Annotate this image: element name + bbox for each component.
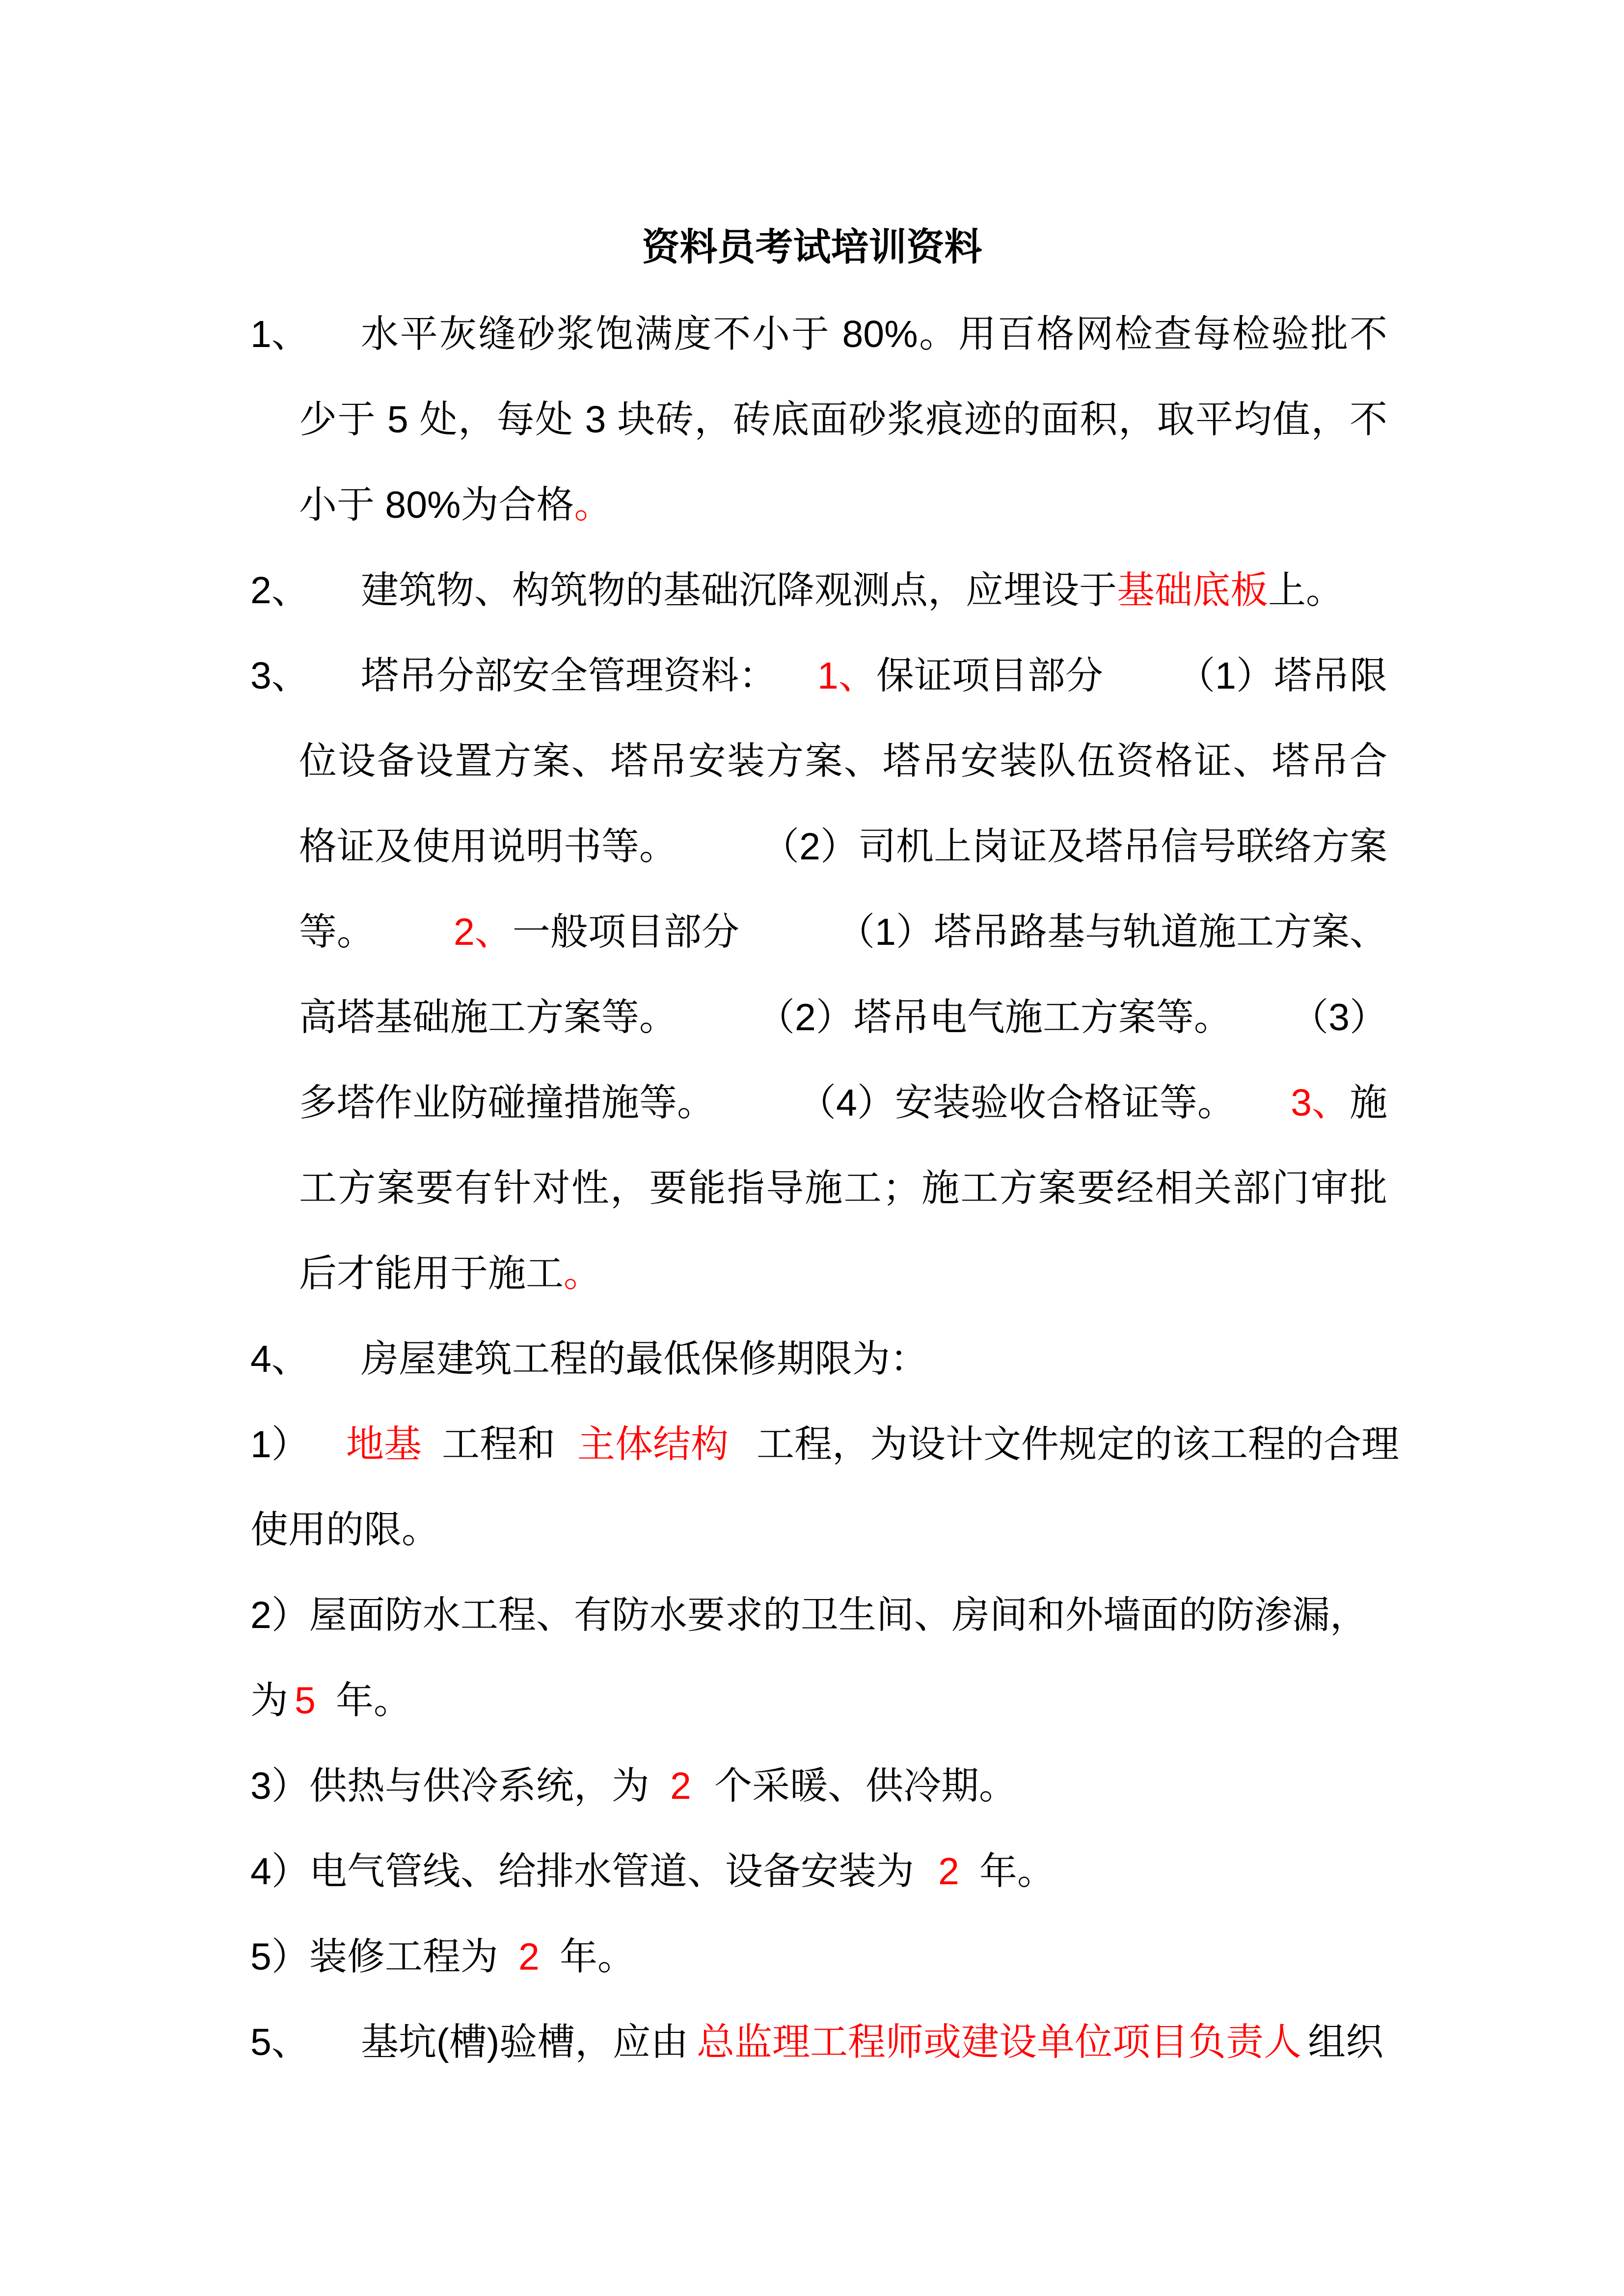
sub-item-marker: 2） (250, 1594, 309, 1636)
line-segments (361, 566, 1344, 615)
emphasis-text: 5 (295, 1680, 316, 1722)
emphasis-text: 2 (670, 1765, 691, 1807)
item-text: 塔吊分部安全管理资料： (361, 655, 777, 697)
item-text: 水平灰缝砂浆饱满度不小于 80%。用百格网检查每检验批不 (361, 313, 1387, 355)
line-segments (454, 908, 739, 957)
emphasis-text: 3、 (1291, 1082, 1350, 1124)
item-text: （1）塔吊限 (1177, 655, 1387, 697)
item-text: 一般项目部分 (512, 911, 739, 953)
sub-item-marker: 3） (250, 1765, 309, 1807)
sub-item-1-line-2 (0, 1505, 1414, 1554)
item-3-line-4 (0, 908, 1414, 957)
line-segments (299, 481, 612, 530)
item-number: 5、 (250, 2021, 309, 2063)
item-3-line-6 (0, 1078, 1414, 1127)
emphasis-text: 2 (518, 1936, 540, 1978)
emphasis-text: 。 (564, 1253, 601, 1295)
emphasis-text: 主体结构 (577, 1423, 729, 1466)
item-text: 等。 (299, 911, 375, 953)
emphasis-text: 1、 (817, 655, 876, 697)
document-title: 资料员考试培训资料 (642, 226, 982, 268)
sub-item-marker: 4） (250, 1850, 309, 1893)
item-text: 格证及使用说明书等。 (299, 826, 677, 868)
line-segments (250, 1591, 1368, 1640)
sub-item-marker: 1） (250, 1423, 309, 1466)
item-number: 3、 (250, 655, 309, 697)
item-text: 组织 (1308, 2021, 1383, 2063)
item-text: 工程，为设计文件规定的该工程的合理 (757, 1423, 1399, 1466)
sub-item-marker: 5） (250, 1936, 309, 1978)
emphasis-text: 。 (574, 484, 612, 526)
item-1-line-1 (0, 310, 1414, 359)
item-text: 后才能用于施工 (299, 1253, 564, 1295)
item-text: 工程和 (442, 1423, 555, 1466)
item-text: 年。 (560, 1936, 635, 1978)
line-segments (250, 1847, 914, 1896)
item-number: 4、 (250, 1338, 309, 1380)
item-text: （2）司机上岗证及塔吊信号联络方案 (761, 826, 1387, 868)
item-text: （4）安装验收合格证等。 (798, 1082, 1235, 1124)
emphasis-text: 2 (938, 1850, 959, 1893)
item-text: 为 (250, 1680, 288, 1722)
sub-item-2-line-1 (0, 1591, 1414, 1640)
item-3-line-3 (0, 822, 1414, 871)
item-text: 个采暖、供冷期。 (714, 1765, 1017, 1807)
item-text: 使用的限。 (250, 1509, 439, 1551)
item-text: （3） (1291, 996, 1387, 1039)
sub-item-1-line-1 (0, 1420, 1414, 1469)
item-text: 电气管线、给排水管道、设备安装为 (309, 1850, 914, 1893)
item-3-line-5 (0, 993, 1414, 1042)
item-text: 保证项目部分 (876, 655, 1103, 697)
item-text: 多塔作业防碰撞措施等。 (299, 1082, 715, 1124)
item-number: 1、 (250, 313, 309, 355)
emphasis-text: 基础底板 (1117, 569, 1268, 612)
item-text: 位设备设置方案、塔吊安装方案、塔吊安装队伍资格证、塔吊合 (299, 740, 1387, 782)
sub-item-2-line-2 (0, 1676, 1414, 1725)
line-segments (817, 651, 1103, 700)
line-segments (299, 1249, 601, 1298)
item-3-line-1 (0, 651, 1414, 700)
item-text: 工方案要有针对性，要能指导施工；施工方案要经相关部门审批 (299, 1167, 1387, 1209)
line-segments (250, 1762, 650, 1811)
sub-item-5-line-1 (0, 1932, 1414, 1981)
item-text: 上。 (1268, 569, 1344, 612)
item-text: 少于 5 处，每处 3 块砖，砖底面砂浆痕迹的面积，取平均值，不 (299, 399, 1387, 441)
line-segments (1291, 1078, 1387, 1127)
item-text: 基坑(槽)验槽，应由 (361, 2021, 689, 2063)
item-2-line-1 (0, 566, 1414, 615)
item-text: 施 (1350, 1082, 1387, 1124)
item-text: 装修工程为 (309, 1936, 498, 1978)
sub-item-3-line-1 (0, 1762, 1414, 1811)
item-1-line-3 (0, 481, 1414, 530)
sub-item-4-line-1 (0, 1847, 1414, 1896)
item-text: 年。 (979, 1850, 1055, 1893)
item-1-line-2 (0, 395, 1414, 444)
item-3-line-8 (0, 1249, 1414, 1298)
item-5-line-1 (0, 2018, 1414, 2067)
item-number: 2、 (250, 569, 309, 612)
item-text: 建筑物、构筑物的基础沉降观测点，应埋设于 (361, 569, 1117, 612)
item-3-line-2 (0, 737, 1414, 786)
line-segments (250, 1932, 498, 1981)
item-text: 年。 (336, 1680, 411, 1722)
item-text: 屋面防水工程、有防水要求的卫生间、房间和外墙面的防渗漏， (309, 1594, 1368, 1636)
item-text: （2）塔吊电气施工方案等。 (757, 996, 1232, 1039)
emphasis-text: 2、 (454, 911, 513, 953)
item-text: 供热与供冷系统，为 (309, 1765, 650, 1807)
item-4-line-1 (0, 1335, 1414, 1384)
item-text: （1）塔吊路基与轨道施工方案、 (837, 911, 1387, 953)
item-3-line-7 (0, 1164, 1414, 1213)
emphasis-text: 总监理工程师或建设单位项目负责人 (697, 2021, 1301, 2063)
emphasis-text: 地基 (346, 1423, 422, 1466)
item-text: 高塔基础施工方案等。 (299, 996, 677, 1039)
item-text: 小于 80%为合格 (299, 484, 574, 526)
item-text: 房屋建筑工程的最低保修期限为： (361, 1338, 928, 1380)
